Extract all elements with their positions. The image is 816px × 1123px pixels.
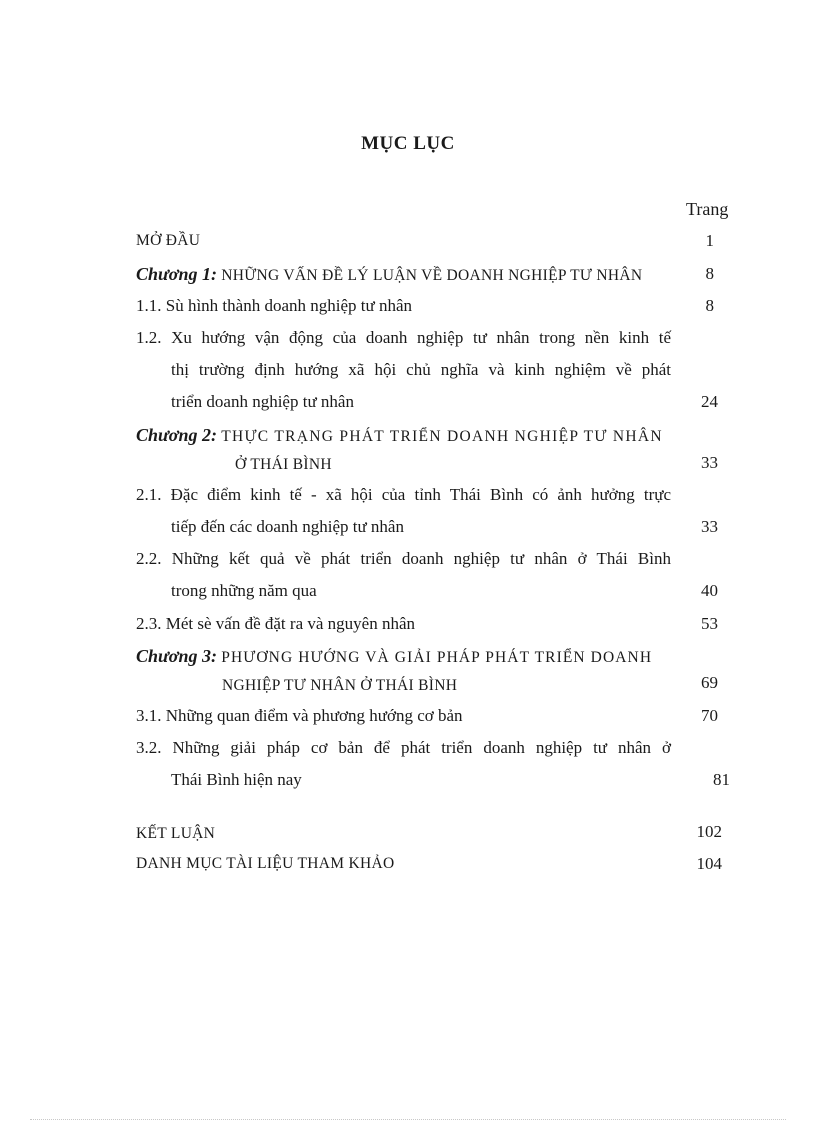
toc-entry-1-2-line-3[interactable]: triển doanh nghiệp tư nhân (171, 392, 354, 411)
toc-page-ket-luan: 102 (696, 822, 722, 841)
toc-entry-1-2-line-1[interactable]: 1.2. Xu hướng vận động của doanh nghiệp tư nhân trong nền kinh tế (136, 328, 671, 347)
toc-title: MỤC LỤC (361, 133, 455, 154)
toc-entry-chapter-3-line-2[interactable]: NGHIỆP TƯ NHÂN Ở THÁI BÌNH (222, 677, 458, 694)
toc-page-3-1: 70 (701, 706, 718, 725)
toc-entry-2-1-line-2[interactable]: tiếp đến các doanh nghiệp tư nhân (171, 517, 404, 536)
chapter-title: THỰC TRẠNG PHÁT TRIỂN DOANH NGHIỆP TƯ NHÂN (221, 428, 663, 445)
toc-page-chapter-3: 69 (701, 673, 718, 692)
toc-page-chapter-1: 8 (705, 264, 714, 283)
chapter-title: NHỮNG VẤN ĐỀ LÝ LUẬN VỀ DOANH NGHIỆP TƯ NHÂN (221, 267, 643, 284)
toc-entry-2-3[interactable]: 2.3. Mét sè vấn đề đặt ra và nguyên nhân (136, 614, 415, 633)
toc-page-1-2: 24 (701, 392, 718, 411)
chapter-label: Chương 1: (136, 264, 217, 284)
toc-entry-1-1[interactable]: 1.1. Sù hình thành doanh nghiệp tư nhân (136, 296, 412, 315)
page-bottom-divider (30, 1119, 786, 1120)
toc-page-1-1: 8 (705, 296, 714, 315)
toc-entry-ket-luan[interactable]: KẾT LUẬN (136, 825, 216, 842)
page-column-label: Trang (686, 199, 729, 219)
toc-entry-3-2-line-2[interactable]: Thái Bình hiện nay (171, 770, 302, 789)
toc-page-2-2: 40 (701, 581, 718, 600)
toc-entry-chapter-2-line-2[interactable]: Ở THÁI BÌNH (235, 456, 332, 473)
toc-page-2-3: 53 (701, 614, 718, 633)
toc-entry-chapter-1[interactable] (136, 263, 642, 287)
chapter-label: Chương 2: (136, 425, 217, 445)
toc-entry-2-1-line-1[interactable]: 2.1. Đặc điểm kinh tế - xã hội của tỉnh Thái Bình có ảnh hưởng trực (136, 485, 671, 504)
toc-page-chapter-2: 33 (701, 453, 718, 472)
toc-page-2-1: 33 (701, 517, 718, 536)
toc-page-mo-dau: 1 (705, 231, 714, 250)
toc-entry-3-1[interactable]: 3.1. Những quan điểm và phương hướng cơ bản (136, 706, 463, 725)
toc-entry-tai-lieu[interactable]: DANH MỤC TÀI LIỆU THAM KHẢO (136, 855, 395, 872)
toc-entry-chapter-2[interactable] (136, 424, 663, 448)
toc-entry-2-2-line-2[interactable]: trong những năm qua (171, 581, 317, 600)
chapter-label: Chương 3: (136, 646, 217, 666)
toc-entry-chapter-3[interactable] (136, 645, 652, 669)
toc-entry-2-2-line-1[interactable]: 2.2. Những kết quả về phát triển doanh nghiệp tư nhân ở Thái Bình (136, 549, 671, 568)
toc-entry-3-2-line-1[interactable]: 3.2. Những giải pháp cơ bản để phát triển doanh nghiệp tư nhân ở (136, 738, 671, 757)
toc-entry-1-2-line-2[interactable]: thị trường định hướng xã hội chủ nghĩa và kinh nghiệm về phát (171, 360, 671, 379)
toc-page-tai-lieu: 104 (696, 854, 722, 873)
toc-entry-mo-dau[interactable]: MỞ ĐẦU (136, 232, 201, 249)
chapter-title: PHƯƠNG HƯỚNG VÀ GIẢI PHÁP PHÁT TRIỂN DOANH (221, 649, 653, 666)
toc-page-3-2: 81 (713, 770, 730, 789)
